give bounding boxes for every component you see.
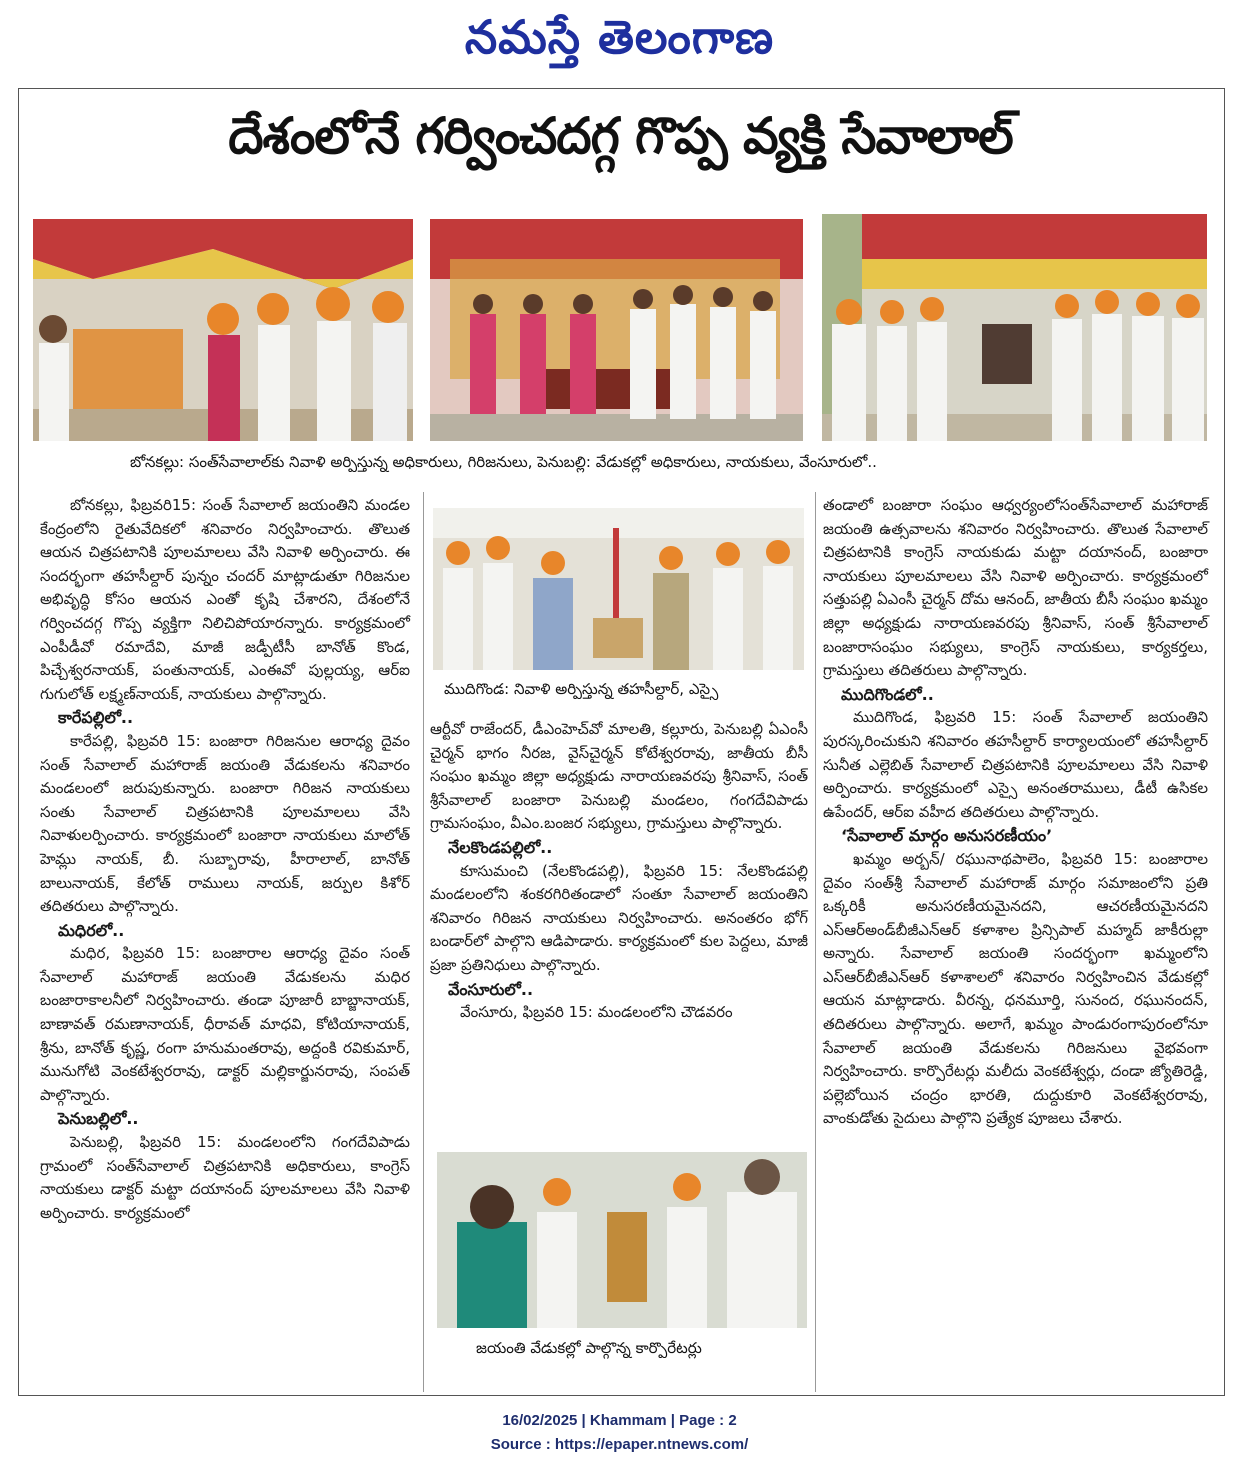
paragraph-khammam: ఖమ్మం అర్బన్/ రఘునాథపాలెం, ఫిబ్రవరి 15: బంజారాల దైవం సంత్‌శ్రీ సేవాలాల్ మహారాజ్ మార్గం సమాజంలోని ప్రతి ఒక్కరికీ అనుసరణీయమైనదని, ఆచరణీయమైనదని ఎస్ఆర్అండ్‌బీజీఎన్ఆర్ కళాశాల ప్రిన్సిపాల్ మహ్మద్ జాకీరుల్లా అన్నారు. సేవాలాల్ జయంతి సందర్భంగా ఖమ్మంలోని ఎస్ఆర్‌బీజీఎన్ఆర్ కళాశాలలో శనివారం నిర్వహించిన వేడుకల్లో ఆయన మాట్లాడారు. వీరన్న, ధనమూర్తి, సునంద, రఘునందన్, తదితరులు పాల్గొన్నారు. అలాగే, ఖమ్మం పాండురంగాపురంలోనూ సేవాలాల్ జయంతి వేడుకలను గిరిజనులు వైభవంగా నిర్వహించారు. కార్పొరేటర్లు మలీదు వెంకటేశ్వర్లు, దండా జ్యోతిరెడ్డి, పల్లెబోయిన చంద్రం భారతి, దుద్దుకూరి వెంకటేశ్వరరావు, వాంకుడోతు సైదులు పాల్గొని ప్రత్యేక పూజలు చేశారు.: [823, 849, 1208, 1128]
mudigonda-photo-caption: ముదిగొండ: నివాళి అర్పిస్తున్న తహసీల్దార్, ఎస్సై: [444, 680, 719, 698]
subheading-vemsuru: వేంసూరులో..: [448, 979, 534, 999]
paragraph-penuballi: పెనుబల్లి, ఫిబ్రవరి 15: మండలంలోని గంగదేవిపాడు గ్రామంలో సంత్‌సేవాలాల్ చిత్రపటానికి అధికారులు, కాంగ్రెస్ నాయకులు డాక్టర్ మట్టా దయానంద్ పూలమాలలు వేసి నివాళి అర్పించారు. కార్యక్రమంలో: [40, 1133, 410, 1222]
footer-source: Source : https://epaper.ntnews.com/: [490, 1436, 749, 1453]
paragraph-penuballi-cont: ఆర్టీవో రాజేందర్, డీఎంహెచ్‌వో మాలతి, కల్లూరు, పెనుబల్లి ఏఎంసీ చైర్మన్ భాగం నీరజ, వైస్‌చైర్మన్ కోటేశ్వరరావు, జాతీయ బీసీ సంఘం ఖమ్మం జిల్లా అధ్యక్షుడు నారాయణవరపు శ్రీనివాస్, సంత్ శ్రీసేవాలాల్ బంజారా పెనుబల్లి మండలం, గంగదేవిపాడు గ్రామసంఘం, వీఎం.బంజర సభ్యులు, గ్రామస్తులు పాల్గొన్నారు.: [430, 720, 808, 833]
column-divider: [423, 492, 424, 1392]
paragraph-karepalli: కారేపల్లి, ఫిబ్రవరి 15: బంజారా గిరిజనుల ఆరాధ్య దైవం సంత్ సేవాలాల్ మహారాజ్ జయంతి వేడుకలను శనివారం మండలంలో జరుపుకున్నారు. బంజారా గిరిజన నాయకులు సంతు సేవాలాల్ చిత్రపటానికి పూలమాలలు వేసి నివాళులర్పించారు. కార్యక్రమంలో బంజారా నాయకులు మాలోత్ హెమ్లు నాయక్, బీ. సుబ్బారావు, హీరాలాల్, బానోత్ బాలునాయక్, కేలోత్ రాములు నాయక్, జర్పుల కిశోర్ తదితరులు పాల్గొన్నారు.: [40, 731, 410, 916]
article-column-3: [823, 494, 1208, 1131]
top-photo-caption: బోనకల్లు: సంత్‌సేవాలాల్‌కు నివాళి అర్పిస్తున్న అధికారులు, గిరిజనులు, పెనుబల్లి: వేడుకల్లో అధికారులు, నాయకులు, వేంసూరులో..: [130, 453, 877, 471]
photo-penuballi: [430, 219, 803, 441]
photo-bonakallu: [33, 219, 413, 441]
paragraph-bonakallu: బోనకల్లు, ఫిబ్రవరి15: సంత్ సేవాలాల్ జయంతిని మండల కేంద్రంలోని రైతువేదికలో శనివారం నిర్వహించారు. తొలుత ఆయన చిత్రపటానికి పూలమాలలు వేసి నివాళి అర్పించారు. ఈ సందర్భంగా తహసీల్దార్ పున్నం చందర్ మాట్లాడుతూ గిరిజనుల అభివృద్ధి కోసం ఆయన ఎంతో కృషి చేశారని, దేశంలోనే గర్వించదగ్గ గొప్ప వ్యక్తిగా నిలిచిపోయారన్నారు. కార్యక్రమంలో ఎంపీడీవో రమాదేవి, మాజీ జడ్పీటీసీ బానోత్ కొండ, పిచ్చేశ్వరనాయక్, పంతునాయక్, ఎంఈవో పుల్లయ్య, ఆర్ఐ గుగులోత్ లక్ష్మణ్‌నాయక్, నాయకులు పాల్గొన్నారు.: [40, 496, 410, 703]
paragraph-vemsuru: వేంసూరు, ఫిబ్రవరి 15: మండలంలోని చౌడవరం: [460, 1003, 733, 1022]
subheading-mudigonda: ముదిగొండలో..: [841, 684, 934, 704]
column-divider: [815, 492, 816, 1392]
photo-corporators: [437, 1152, 807, 1328]
subheading-nelakondapalli: నేలకొండపల్లిలో..: [448, 837, 553, 857]
subheading-sevalal-marg: ‘సేవాలాల్ మార్గం అనుసరణీయం’: [841, 826, 1053, 846]
photo-vemsuru: [822, 214, 1207, 441]
subheading-madhira: మధిరలో..: [58, 920, 125, 940]
headline: దేశంలోనే గర్వించదగ్గ గొప్ప వ్యక్తి సేవాలాల్: [228, 107, 1013, 165]
article-column-2: [430, 718, 808, 1025]
paragraph-vemsuru-cont: తండాలో బంజారా సంఘం ఆధ్వర్యంలోసంత్‌సేవాలాల్ మహారాజ్ జయంతి ఉత్సవాలను శనివారం నిర్వహించారు. తొలుత సేవాలాల్ చిత్రపటానికి కాంగ్రెస్ నాయకుడు మట్టా దయానంద్, బంజారా నాయకులు పూలమాలలు వేసి నివాళి అర్పించారు. కార్యక్రమంలో సత్తుపల్లి ఏఎంసీ చైర్మన్ దోమ ఆనంద్, జాతీయ బీసీ సంఘం ఖమ్మం జిల్లా అధ్యక్షుడు నారాయణవరపు శ్రీనివాస్, సంత్ శ్రీసేవాలాల్ బంజారాసంఘం సభ్యులు, కాంగ్రెస్ నాయకులు, కార్యకర్తలు, గ్రామస్తులు తదితరులు పాల్గొన్నారు.: [823, 496, 1208, 680]
article-column-1: [40, 494, 410, 1225]
paragraph-madhira: మధిర, ఫిబ్రవరి 15: బంజారాల ఆరాధ్య దైవం సంత్ సేవాలాల్ మహారాజ్ జయంతి వేడుకలను మధిర బంజారాకాలనీలో నిర్వహించారు. తండా పూజారీ బాబ్జానాయక్, బాణావత్ రమణానాయక్, ధీరావత్ మాధవి, కోటియానాయక్, శ్రీను, బానోత్ కృష్ణ, రంగా హనుమంతరావు, అద్దంకి రవికుమార్, మునుగోటి వెంకటేశ్వరరావు, డాక్టర్ మల్లికార్జునరావు, సంపత్ పాల్గొన్నారు.: [40, 944, 410, 1104]
subheading-penuballi: పెనుబల్లిలో..: [58, 1109, 139, 1129]
corporators-photo-caption: జయంతి వేడుకల్లో పాల్గొన్న కార్పొరేటర్లు: [476, 1339, 702, 1357]
footer-date-edition: 16/02/2025 | Khammam | Page : 2: [502, 1412, 737, 1429]
paragraph-nelakondapalli: కూసుమంచి (నేలకొండపల్లి), ఫిబ్రవరి 15: నేలకొండపల్లి మండలంలోని శంకరగిరితండాలో సంతూ సేవాలాల్ జయంతిని శనివారం గిరిజన నాయకులు నిర్వహించారు. అనంతరం భోగ్ బండార్‌లో పాల్గొని ఆడిపాడారు. కార్యక్రమంలో కుల పెద్దలు, మాజీ ప్రజా ప్రతినిధులు పాల్గొన్నారు.: [430, 861, 808, 974]
masthead-logo: నమస్తే తెలంగాణ: [464, 10, 775, 64]
paragraph-mudigonda: ముదిగొండ, ఫిబ్రవరి 15: సంత్ సేవాలాల్ జయంతిని పురస్కరించుకుని శనివారం తహసీల్దార్ కార్యాలయంలో తహసీల్దార్ సునీత ఎల్లెబిత్ సేవాలాల్ చిత్రపటానికి పూలమాలలు వేసి నివాళి అర్పించారు. కార్యక్రమంలో ఎస్సై అనంతరాములు, డీటీ ఉసికల ఉపేందర్, ఆర్ఐ వహీద తదితరులు పాల్గొన్నారు.: [823, 708, 1208, 821]
subheading-karepalli: కారేపల్లిలో..: [58, 708, 134, 728]
photo-mudigonda: [433, 508, 804, 670]
